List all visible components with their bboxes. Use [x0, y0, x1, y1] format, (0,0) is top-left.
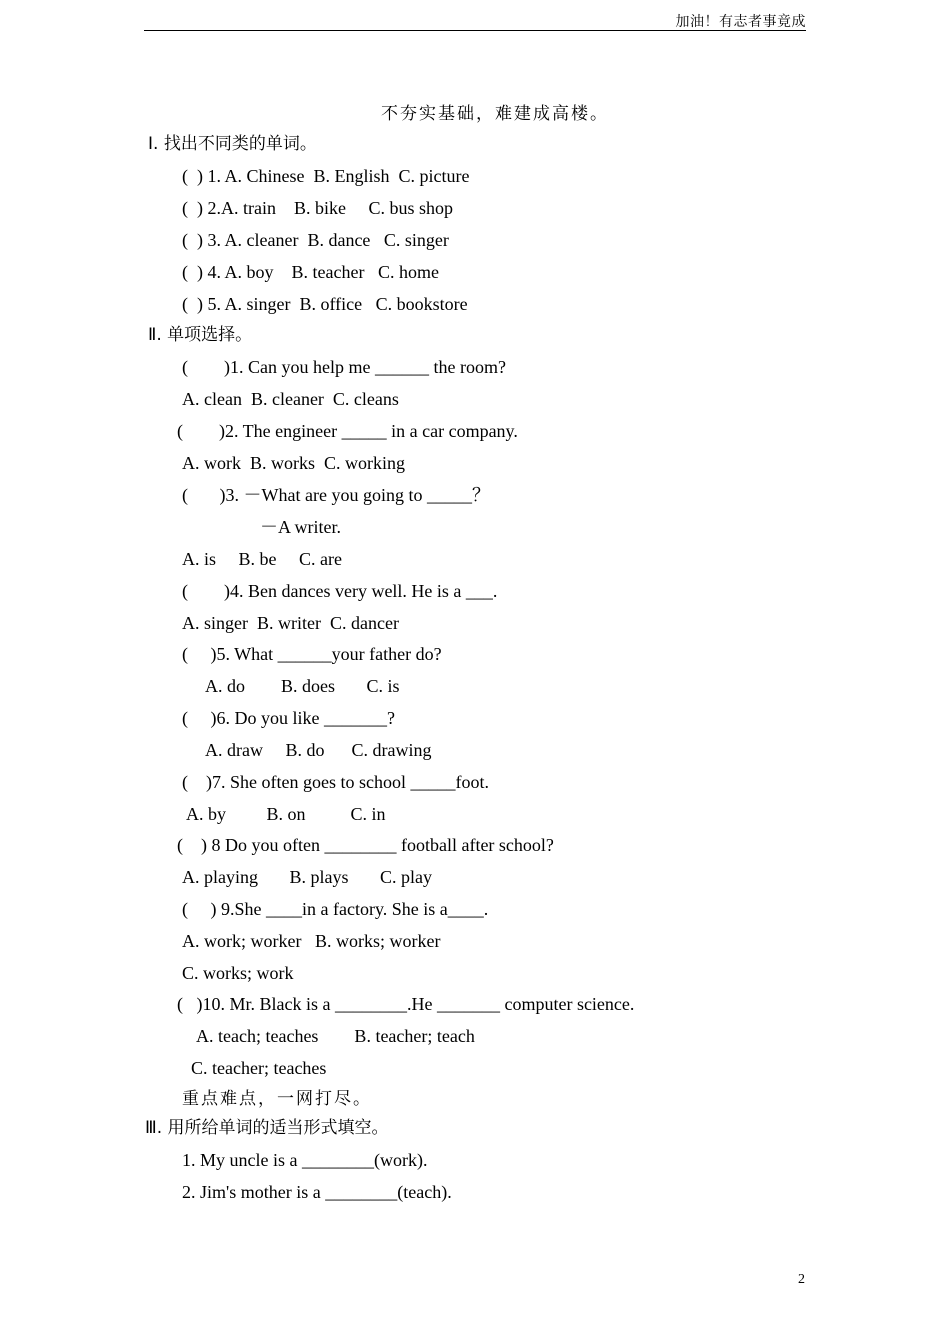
options-line: A. do B. does C. is [205, 676, 400, 696]
options-line: C. teacher; teaches [191, 1058, 327, 1078]
question-line: ( )7. She often goes to school _____foot. [182, 772, 489, 792]
options-line: A. work B. works C. working [182, 453, 405, 473]
question-line: ( )10. Mr. Black is a ________.He _______ computer science. [177, 994, 635, 1014]
header-slogan: 加油！有志者事竟成 [675, 15, 806, 30]
options-line: A. is B. be C. are [182, 549, 342, 569]
options-line: A. draw B. do C. drawing [205, 740, 432, 760]
options-line: A. playing B. plays C. play [182, 867, 432, 887]
question-line: ( )4. Ben dances very well. He is a ___. [182, 581, 498, 601]
options-line: A. teach; teaches B. teacher; teach [196, 1026, 475, 1046]
options-line: A. clean B. cleaner C. cleans [182, 389, 399, 409]
question-line: ( )2. The engineer _____ in a car company. [177, 421, 518, 441]
question-item: ( ) 2.A. train B. bike C. bus shop [182, 198, 453, 218]
question-line: ( )5. What ______your father do? [182, 644, 442, 664]
question-item: ( ) 5. A. singer B. office C. bookstore [182, 294, 468, 314]
fill-blank-item: 2. Jim's mother is a ________(teach). [182, 1182, 452, 1202]
answer-line: －A writer. [260, 517, 341, 537]
question-item: ( ) 4. A. boy B. teacher C. home [182, 262, 439, 282]
fill-blank-item: 1. My uncle is a ________(work). [182, 1150, 428, 1170]
motto-top: 不夯实基础，难建成高楼。 [381, 104, 609, 124]
question-line: ( )1. Can you help me ______ the room? [182, 357, 506, 377]
page-number: 2 [798, 1272, 805, 1287]
question-item: ( ) 1. A. Chinese B. English C. picture [182, 166, 470, 186]
section-1-title: Ⅰ. 找出不同类的单词。 [148, 134, 317, 154]
page-header [144, 8, 806, 31]
question-line: ( ) 8 Do you often ________ football after school? [177, 835, 554, 855]
question-line: ( ) 9.She ____in a factory. She is a____. [182, 899, 489, 919]
options-line: A. singer B. writer C. dancer [182, 613, 399, 633]
question-line: ( )3. －What are you going to _____？ [182, 485, 490, 505]
options-line: A. work; worker B. works; worker [182, 931, 441, 951]
section-2-title: Ⅱ. 单项选择。 [148, 325, 253, 345]
question-item: ( ) 3. A. cleaner B. dance C. singer [182, 230, 449, 250]
question-line: ( )6. Do you like _______? [182, 708, 395, 728]
options-line: C. works; work [182, 963, 294, 983]
motto-mid: 重点难点，一网打尽。 [182, 1089, 372, 1109]
section-3-title: Ⅲ. 用所给单词的适当形式填空。 [145, 1118, 389, 1138]
options-line: A. by B. on C. in [186, 804, 386, 824]
